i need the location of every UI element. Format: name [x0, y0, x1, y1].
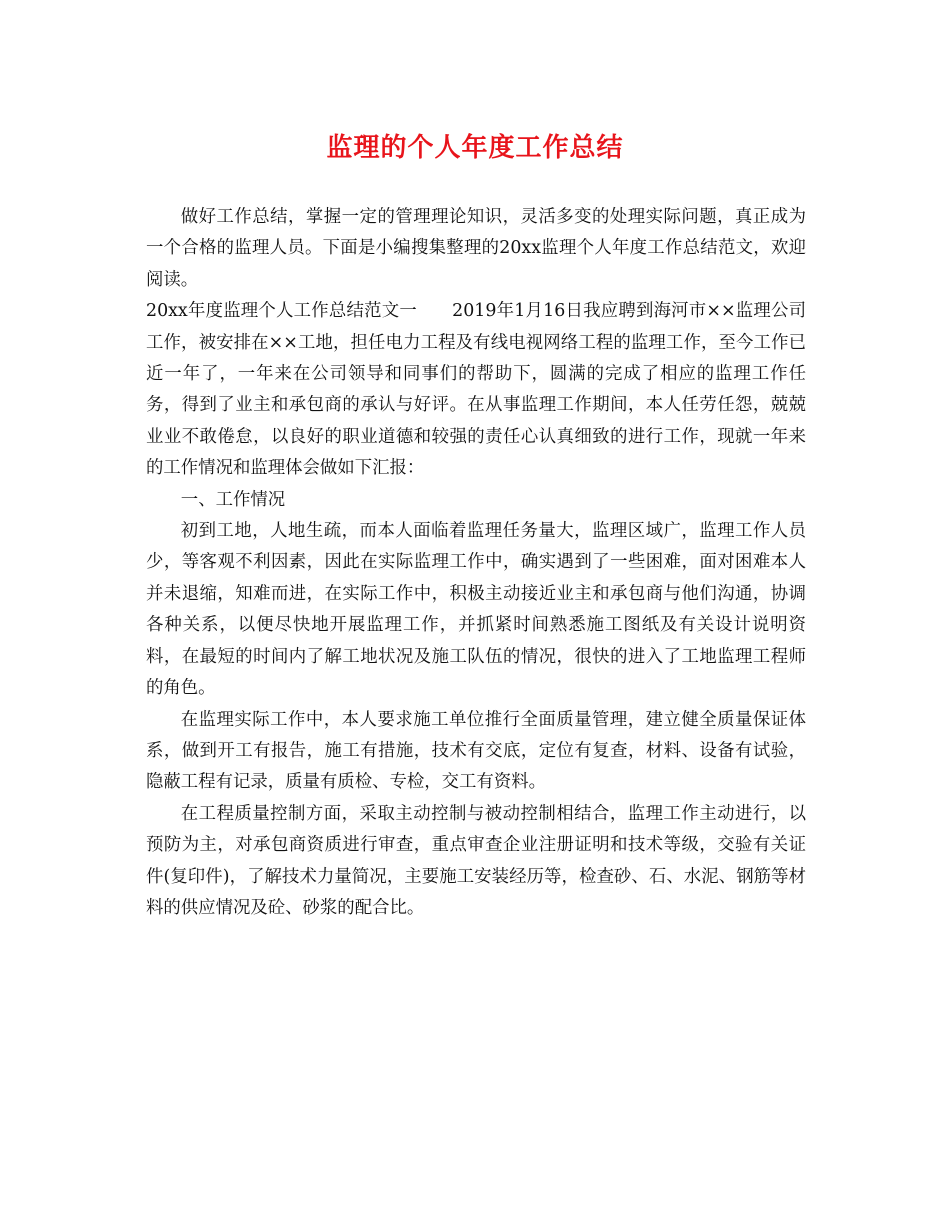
paragraph-quality-control: 在工程质量控制方面，采取主动控制与被动控制相结合，监理工作主动进行，以预防为主，对承包商资质进行审查，重点审查企业注册证明和技术等级，交验有关证件(复印件)，了解技术力量简况，主要施工安装经历等，检查砂、石、水泥、钢筋等材料的供应情况及砼、砂浆的配合比。: [146, 803, 806, 918]
section-heading-work-status: 一、工作情况: [180, 489, 286, 510]
paragraph-sample-one: 20xx年度监理个人工作总结范文一 2019年1月16日我应聘到海河市××监理公司工作，被安排在××工地，担任电力工程及有线电视网络工程的监理工作，至今工作已近一年了，一年来在公司领导和同事们的帮助下，圆满的完成了相应的监理工作任务，得到了业主和承包商的承认与好评。在从事监理工作期间，本人任劳任怨，兢兢业业不敢倦怠，以良好的职业道德和较强的责任心认真细致的进行工作，现就一年来的工作情况和监理体会做如下汇报：: [146, 301, 806, 479]
paragraph-intro: 做好工作总结，掌握一定的管理理论知识，灵活多变的处理实际问题，真正成为一个合格的监理人员。下面是小编搜集整理的20xx监理个人年度工作总结范文，欢迎阅读。: [146, 207, 806, 290]
document-title: 监理的个人年度工作总结: [326, 133, 624, 163]
paragraph-arrival: 初到工地，人地生疏，而本人面临着监理任务量大，监理区域广，监理工作人员少，等客观不利因素，因此在实际监理工作中，确实遇到了一些困难，面对困难本人并未退缩，知难而进，在实际工作中，积极主动接近业主和承包商与他们沟通，协调各种关系，以便尽快地开展监理工作，并抓紧时间熟悉施工图纸及有关设计说明资料，在最短的时间内了解工地状况及施工队伍的情况，很快的进入了工地监理工程师的角色。: [146, 521, 806, 699]
document-body: [146, 202, 806, 924]
paragraph-quality-management: 在监理实际工作中，本人要求施工单位推行全面质量管理，建立健全质量保证体系，做到开工有报告，施工有措施，技术有交底，定位有复查，材料、设备有试验，隐蔽工程有记录，质量有质检、专检，交工有资料。: [146, 709, 806, 793]
